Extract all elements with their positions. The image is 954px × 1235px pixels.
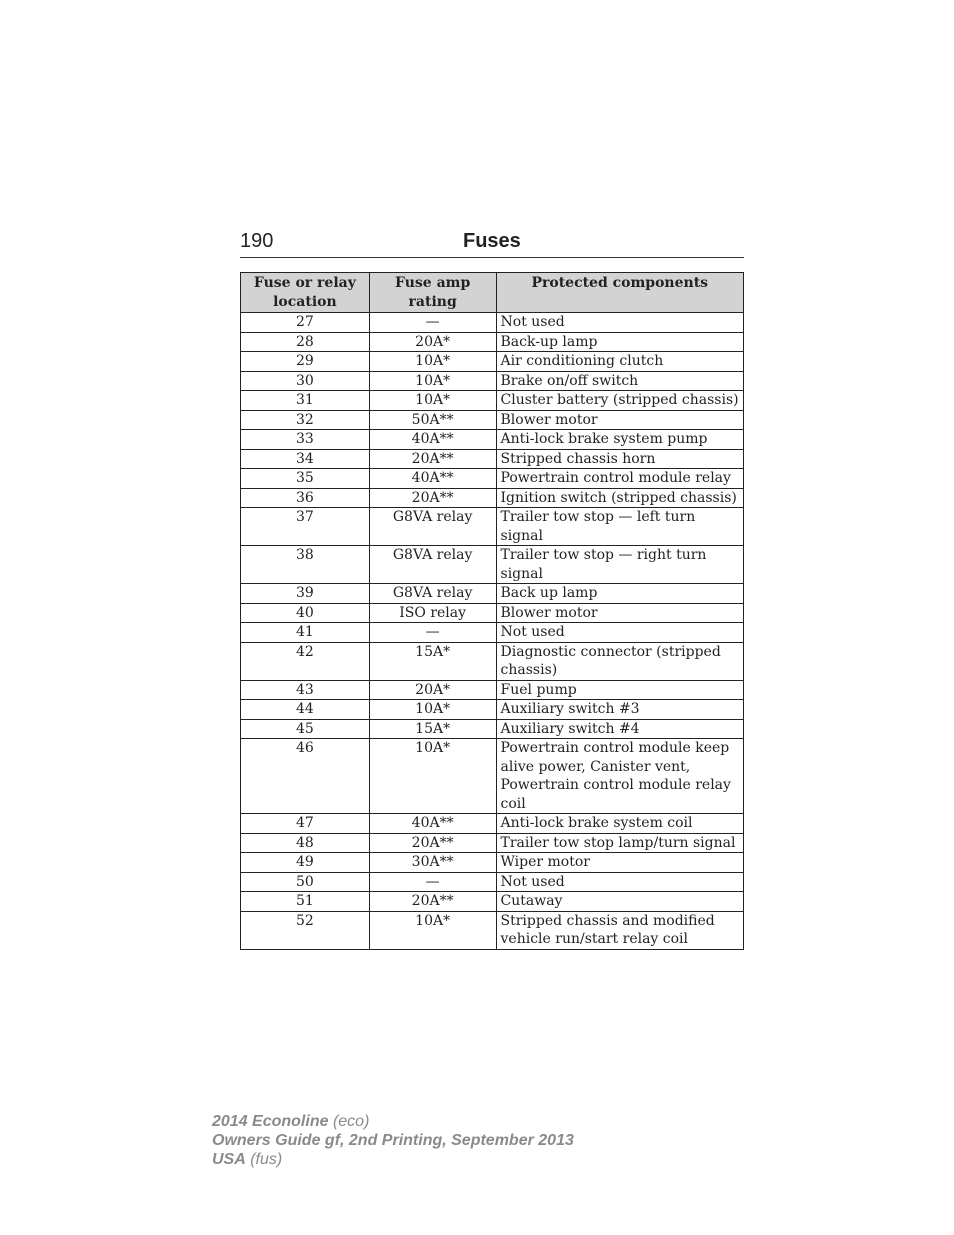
cell-component: Stripped chassis and modified vehicle run/start relay coil <box>496 911 743 949</box>
cell-rating: G8VA relay <box>369 546 496 584</box>
cell-component: Stripped chassis horn <box>496 449 743 469</box>
footer-model-code: (eco) <box>328 1113 370 1130</box>
cell-location: 38 <box>241 546 370 584</box>
table-body <box>241 313 744 950</box>
table-row <box>241 488 744 508</box>
cell-rating: 20A** <box>369 449 496 469</box>
column-header-components: Protected components <box>496 273 743 313</box>
cell-component: Cluster battery (stripped chassis) <box>496 391 743 411</box>
cell-component: Wiper motor <box>496 853 743 873</box>
cell-component: Cutaway <box>496 892 743 912</box>
cell-component: Diagnostic connector (stripped chassis) <box>496 642 743 680</box>
cell-location: 43 <box>241 680 370 700</box>
cell-location: 52 <box>241 911 370 949</box>
table-row <box>241 911 744 949</box>
table-row <box>241 410 744 430</box>
cell-location: 27 <box>241 313 370 333</box>
cell-location: 48 <box>241 833 370 853</box>
cell-component: Powertrain control module relay <box>496 469 743 489</box>
footer-market-code: (fus) <box>245 1151 283 1168</box>
cell-rating: 20A* <box>369 332 496 352</box>
cell-location: 33 <box>241 430 370 450</box>
table-row <box>241 352 744 372</box>
cell-location: 41 <box>241 623 370 643</box>
cell-location: 31 <box>241 391 370 411</box>
cell-rating: G8VA relay <box>369 508 496 546</box>
cell-location: 32 <box>241 410 370 430</box>
cell-rating: 10A* <box>369 391 496 411</box>
cell-location: 50 <box>241 872 370 892</box>
footer-model: 2014 Econoline <box>212 1113 329 1130</box>
cell-rating: — <box>369 872 496 892</box>
table-row <box>241 508 744 546</box>
cell-component: Trailer tow stop — right turn signal <box>496 546 743 584</box>
cell-rating: 15A* <box>369 642 496 680</box>
cell-rating: 40A** <box>369 469 496 489</box>
cell-rating: — <box>369 623 496 643</box>
table-row <box>241 603 744 623</box>
table-row <box>241 892 744 912</box>
cell-rating: 20A** <box>369 833 496 853</box>
table-row <box>241 391 744 411</box>
cell-rating: 10A* <box>369 352 496 372</box>
cell-component: Anti-lock brake system coil <box>496 814 743 834</box>
cell-component: Powertrain control module keep alive power, Canister vent, Powertrain control module relay coil <box>496 739 743 814</box>
cell-component: Anti-lock brake system pump <box>496 430 743 450</box>
cell-rating: 30A** <box>369 853 496 873</box>
cell-location: 49 <box>241 853 370 873</box>
cell-location: 51 <box>241 892 370 912</box>
cell-location: 42 <box>241 642 370 680</box>
section-title: Fuses <box>463 230 521 252</box>
cell-rating: 15A* <box>369 719 496 739</box>
table-row <box>241 332 744 352</box>
cell-rating: 20A* <box>369 680 496 700</box>
cell-location: 37 <box>241 508 370 546</box>
footer-line-2: Owners Guide gf, 2nd Printing, September 2013 <box>212 1132 574 1149</box>
cell-component: Auxiliary switch #4 <box>496 719 743 739</box>
table-row <box>241 430 744 450</box>
cell-component: Air conditioning clutch <box>496 352 743 372</box>
cell-rating: — <box>369 313 496 333</box>
cell-rating: 10A* <box>369 700 496 720</box>
cell-component: Not used <box>496 872 743 892</box>
cell-component: Not used <box>496 623 743 643</box>
cell-rating: 40A** <box>369 430 496 450</box>
cell-component: Trailer tow stop — left turn signal <box>496 508 743 546</box>
table-row <box>241 469 744 489</box>
cell-component: Not used <box>496 313 743 333</box>
footer-market: USA <box>212 1151 246 1168</box>
table-row <box>241 872 744 892</box>
column-header-rating: Fuse amp rating <box>369 273 496 313</box>
cell-location: 46 <box>241 739 370 814</box>
page-footer <box>212 1112 574 1169</box>
cell-location: 35 <box>241 469 370 489</box>
footer-line-1 <box>212 1112 574 1131</box>
cell-location: 39 <box>241 584 370 604</box>
cell-component: Fuel pump <box>496 680 743 700</box>
table-row <box>241 853 744 873</box>
cell-location: 36 <box>241 488 370 508</box>
cell-component: Blower motor <box>496 410 743 430</box>
table-row <box>241 700 744 720</box>
cell-location: 40 <box>241 603 370 623</box>
cell-rating: ISO relay <box>369 603 496 623</box>
cell-rating: 20A** <box>369 488 496 508</box>
cell-rating: 50A** <box>369 410 496 430</box>
table-row <box>241 833 744 853</box>
cell-location: 30 <box>241 371 370 391</box>
footer-line-3 <box>212 1150 574 1169</box>
cell-component: Back up lamp <box>496 584 743 604</box>
table-row <box>241 642 744 680</box>
cell-location: 28 <box>241 332 370 352</box>
fuse-table <box>240 272 744 950</box>
cell-location: 45 <box>241 719 370 739</box>
cell-rating: 10A* <box>369 911 496 949</box>
table-row <box>241 623 744 643</box>
cell-location: 47 <box>241 814 370 834</box>
cell-component: Blower motor <box>496 603 743 623</box>
table-row <box>241 313 744 333</box>
table-row <box>241 449 744 469</box>
cell-rating: 20A** <box>369 892 496 912</box>
table-row <box>241 584 744 604</box>
table-row <box>241 546 744 584</box>
column-header-location: Fuse or relay location <box>241 273 370 313</box>
cell-location: 29 <box>241 352 370 372</box>
cell-location: 34 <box>241 449 370 469</box>
cell-component: Trailer tow stop lamp/turn signal <box>496 833 743 853</box>
table-row <box>241 814 744 834</box>
page-header <box>240 229 744 258</box>
cell-component: Brake on/off switch <box>496 371 743 391</box>
cell-component: Back-up lamp <box>496 332 743 352</box>
table-row <box>241 680 744 700</box>
table-row <box>241 739 744 814</box>
cell-rating: 10A* <box>369 739 496 814</box>
table-row <box>241 371 744 391</box>
cell-component: Ignition switch (stripped chassis) <box>496 488 743 508</box>
cell-location: 44 <box>241 700 370 720</box>
cell-component: Auxiliary switch #3 <box>496 700 743 720</box>
cell-rating: 10A* <box>369 371 496 391</box>
table-row <box>241 719 744 739</box>
cell-rating: 40A** <box>369 814 496 834</box>
table-header-row <box>241 273 744 313</box>
cell-rating: G8VA relay <box>369 584 496 604</box>
page-number: 190 <box>240 230 274 252</box>
